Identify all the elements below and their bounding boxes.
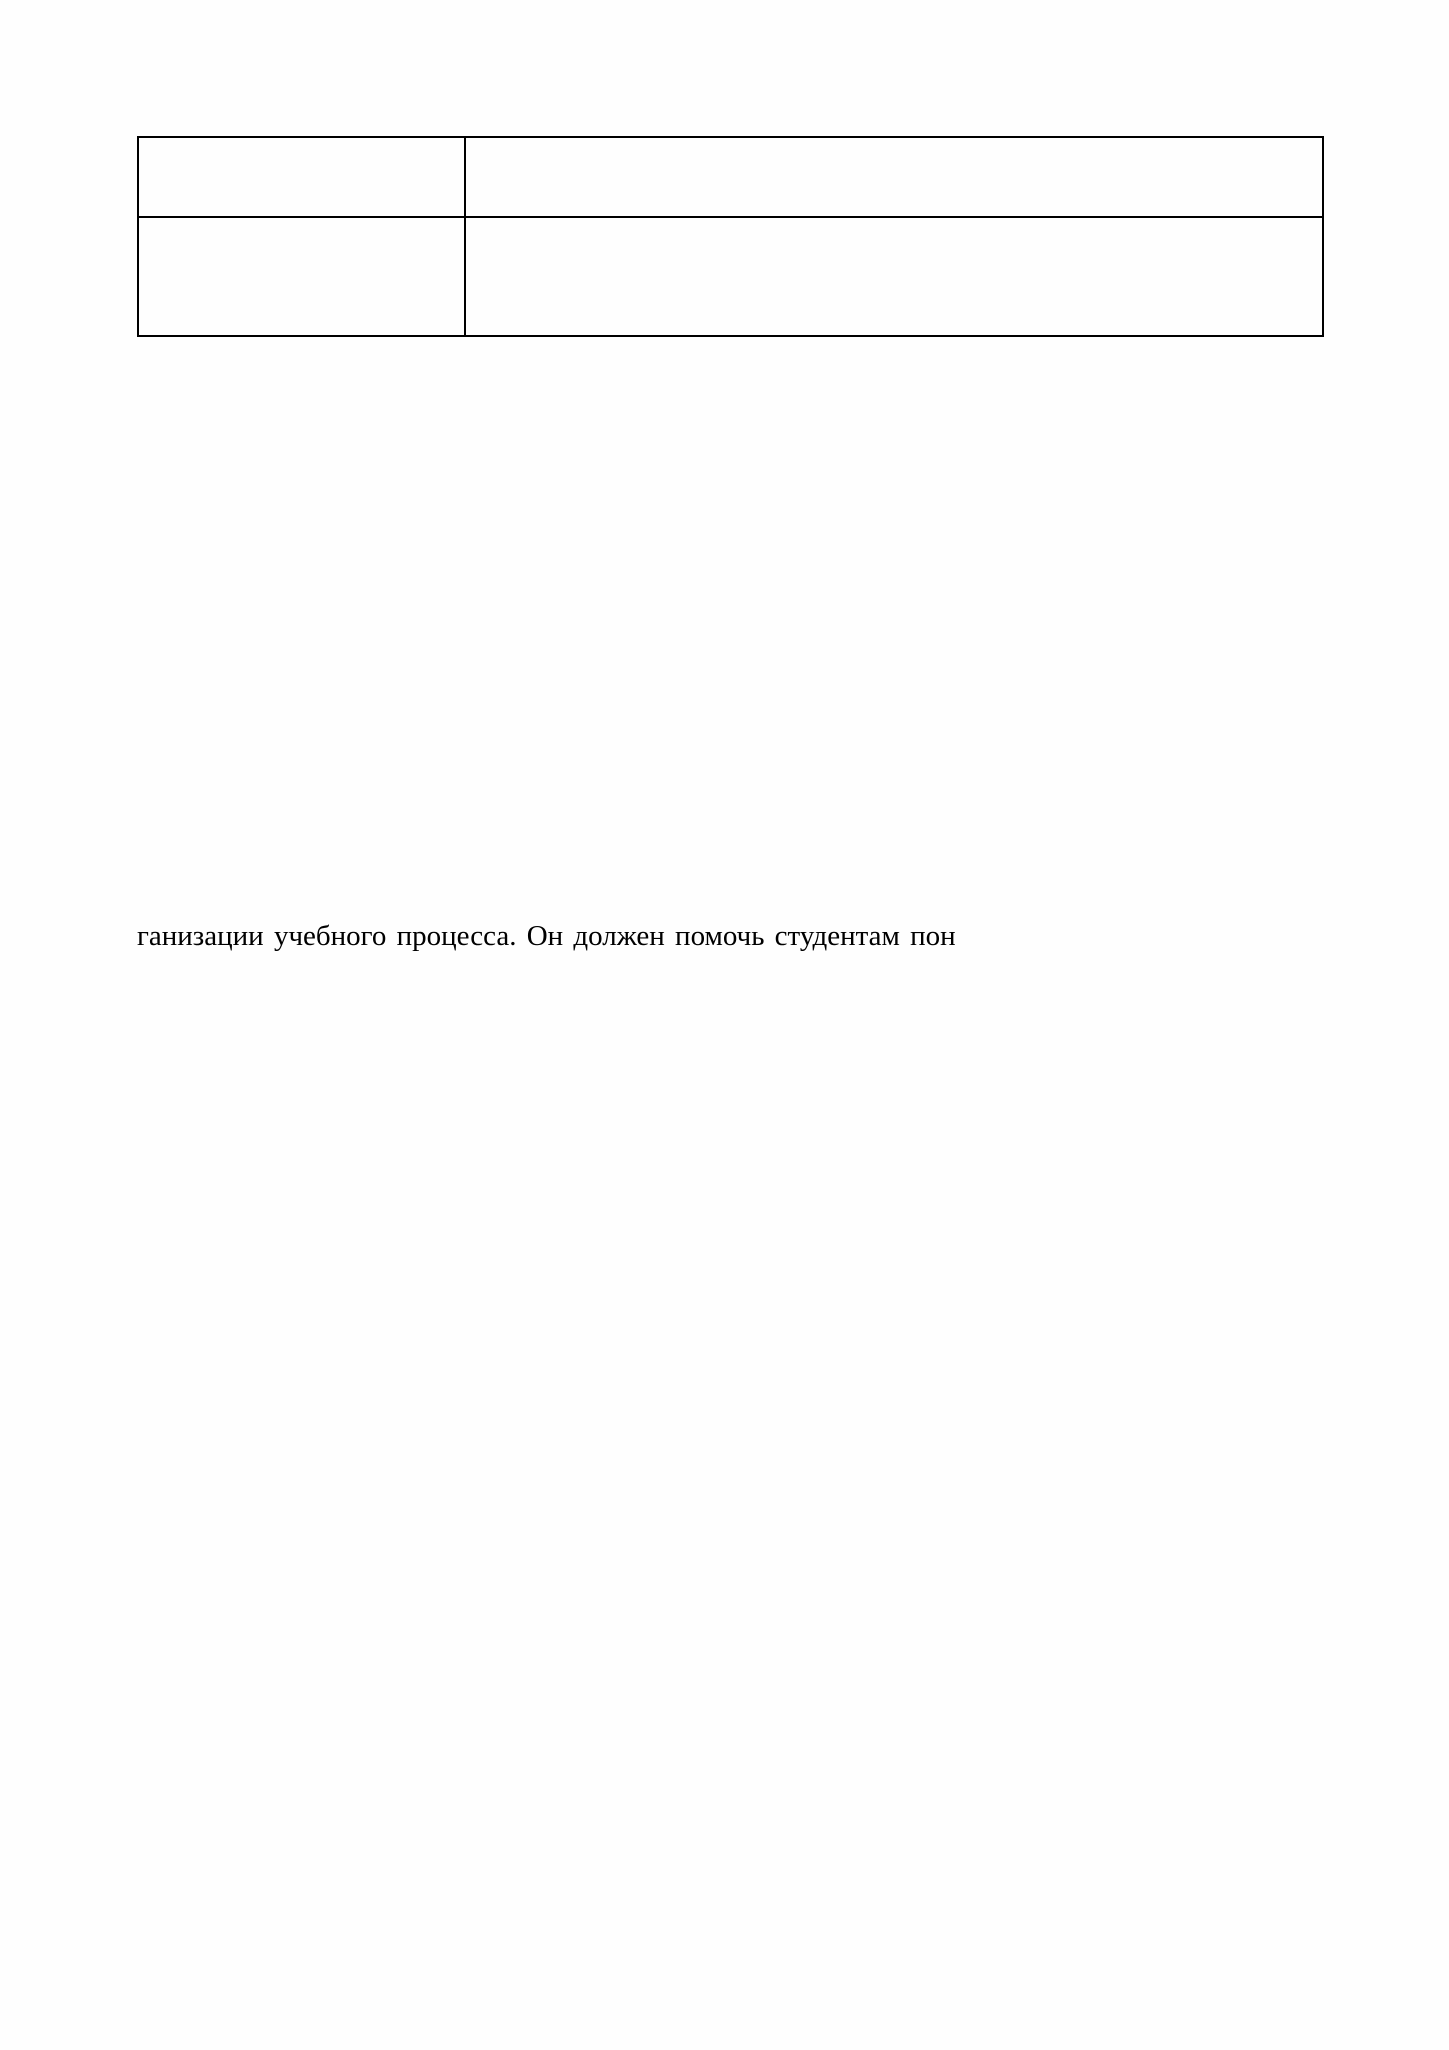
body-text-line: ганизации учебного процесса. Он должен помочь студентам пон [137,920,956,952]
table-row [138,137,1323,217]
table-cell [465,137,1323,217]
table-cell [138,137,465,217]
document-table [137,136,1324,337]
table-row [138,217,1323,336]
table-cell [465,217,1323,336]
table-cell [138,217,465,336]
